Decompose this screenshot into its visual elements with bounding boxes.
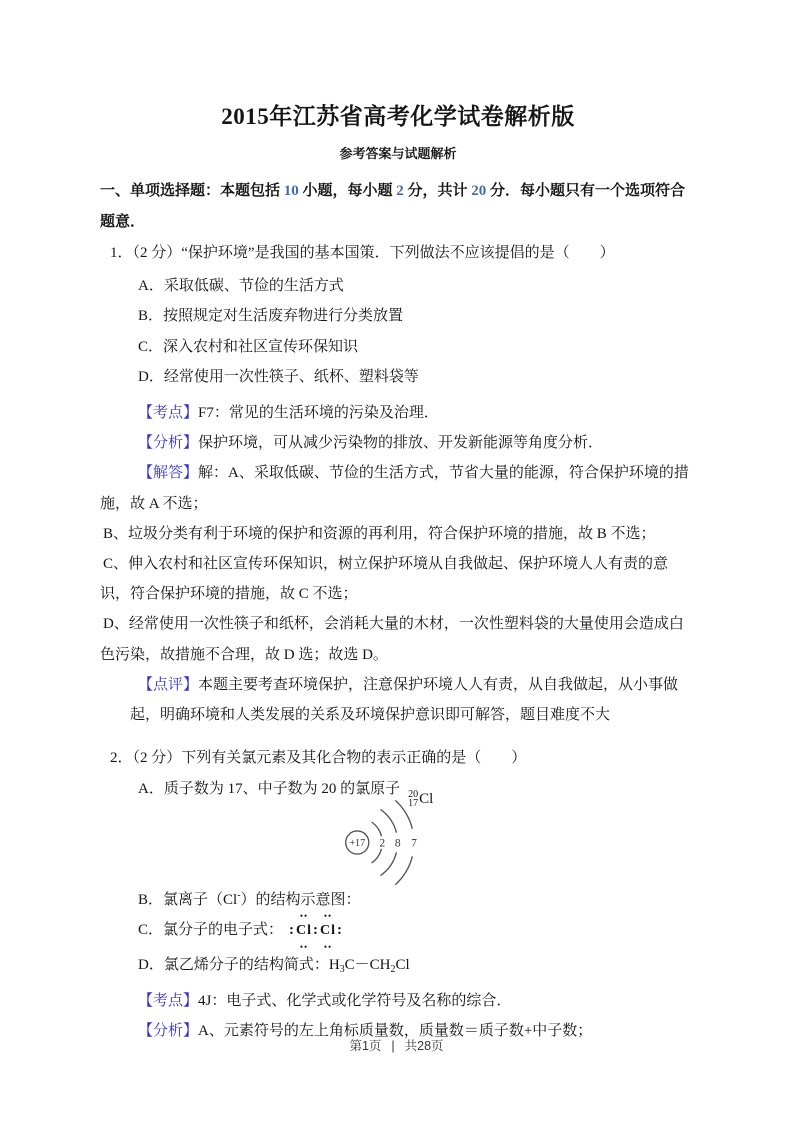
q1-jieda-b: B、垃圾分类有利于环境的保护和资源的再利用，符合保护环境的措施，故 B 不选； xyxy=(103,525,656,542)
kaodian-label: 【考点】 xyxy=(138,405,199,422)
dianping-label: 【点评】 xyxy=(138,676,199,693)
q1-fenxi xyxy=(100,428,696,458)
kaodian-label: 【考点】 xyxy=(138,993,199,1010)
lewis-lone-pair: : xyxy=(289,921,296,938)
document-subtitle: 参考答案与试题解析 xyxy=(339,146,457,161)
q2-kaodian xyxy=(100,986,696,1016)
dianping-text: 本题主要考查环境保护，注意保护环境人人有责，从自我做起，从小事做起，明确环境和人类发展的关系及环境保护意识即可解答，题目难度不大 xyxy=(130,676,679,724)
q2-option-d: D．氯乙烯分子的结构简式：$H_3C-CH_2Cl$ xyxy=(138,956,410,975)
shell2-arc-bottom xyxy=(380,852,396,875)
lewis-top-dots: •• xyxy=(323,910,333,921)
lewis-cl-atom xyxy=(319,910,337,952)
question-2-stem: 2．（2 分）下列有关氯元素及其化合物的表示正确的是（ ） xyxy=(110,750,527,767)
footer-separator: | xyxy=(391,1039,395,1053)
page-content xyxy=(100,101,696,1047)
shell3-arc-top xyxy=(395,800,412,828)
section-header: 一、单项选择题：本题包括 10 小题，每小题 2 分，共计 20 分．每小题只有一个选项符合题意． xyxy=(100,183,686,230)
shell2-arc-top xyxy=(380,809,396,832)
footer-page-number: 第1页 xyxy=(349,1039,382,1053)
isotope-proton-number: 17 xyxy=(408,798,419,810)
shell1-arc-bottom xyxy=(372,849,382,863)
nucleus-charge-label: +17 xyxy=(349,837,366,849)
q1-jieda xyxy=(100,458,696,518)
q1-option-b: B．按照规定对生活废弃物进行分类放置 xyxy=(138,308,404,325)
fenxi-text: 保护环境，可从减少污染物的排放、开发新能源等角度分析． xyxy=(198,435,604,452)
footer-total-pages: 共28页 xyxy=(404,1039,444,1053)
question-1-options xyxy=(100,271,696,392)
atom-structure-svg xyxy=(338,797,442,889)
q2-option-a-text: A．质子数为 17、中子数为 20 的氯原子 xyxy=(138,781,401,798)
question-1-stem: 1．（2 分）“保护环境”是我国的基本国策．下列做法不应该提倡的是（ ） xyxy=(110,245,615,261)
q2-option-c-text: C．氯分子的电子式： xyxy=(138,921,284,938)
q1-jieda-c: C、伸入农村和社区宣传环保知识，树立保护环境从自我做起、保护环境人人有责的意识，符合保护环境的措施，故 C 不选； xyxy=(100,556,669,603)
fenxi-label: 【分析】 xyxy=(138,1023,199,1040)
lewis-structure xyxy=(289,910,344,952)
page-footer xyxy=(0,1036,793,1054)
shell1-electron-count: 2 xyxy=(379,837,386,850)
atom-structure-diagram xyxy=(338,797,442,889)
fenxi-label: 【分析】 xyxy=(138,435,199,452)
lewis-bottom-dots: •• xyxy=(299,941,309,952)
q1-dianping xyxy=(130,670,696,730)
shell3-arc-bottom xyxy=(395,856,412,884)
q2-option-b: B．氯离子（Cl-）的结构示意图： xyxy=(138,889,361,908)
fenxi-text: A、元素符号的左上角标质量数，质量数＝质子数+中子数； xyxy=(198,1023,593,1040)
shell2-electron-count: 8 xyxy=(394,837,401,850)
q1-option-a: A．采取低碳、节俭的生活方式 xyxy=(138,278,344,295)
lewis-cl-symbol: Cl xyxy=(296,922,313,938)
q1-jieda-d: D、经常使用一次性筷子和纸杯，会消耗大量的木材，一次性塑料袋的大量使用会造成白色污染，故措施不合理，故 D 选；故选 D。 xyxy=(100,616,684,663)
q1-option-c: C．深入农村和社区宣传环保知识 xyxy=(138,338,359,355)
kaodian-text: F7：常见的生活环境的污染及治理． xyxy=(198,405,439,422)
jieda-label: 【解答】 xyxy=(138,465,199,482)
q1-option-d: D．经常使用一次性筷子、纸杯、塑料袋等 xyxy=(138,368,419,385)
lewis-bonding-pair: : xyxy=(313,921,320,938)
lewis-lone-pair: : xyxy=(337,921,344,938)
document-title: 2015年江苏省高考化学试卷解析版 xyxy=(221,104,575,129)
shell3-electron-count: 7 xyxy=(411,837,417,850)
shell1-arc-top xyxy=(372,822,382,836)
q1-kaodian xyxy=(100,398,696,428)
isotope-element-symbol: Cl xyxy=(419,791,434,808)
lewis-cl-symbol: Cl xyxy=(320,922,337,938)
lewis-bottom-dots: •• xyxy=(323,941,333,952)
kaodian-text: 4J：电子式、化学式或化学符号及名称的综合． xyxy=(198,993,512,1010)
isotope-mass-number: 20 xyxy=(408,789,419,801)
lewis-top-dots: •• xyxy=(299,910,309,921)
jieda-text: 解：A、采取低碳、节俭的生活方式，节省大量的能源，符合保护环境的措施，故 A 不选； xyxy=(100,465,689,512)
lewis-cl-atom xyxy=(295,910,313,952)
q2-option-c xyxy=(138,910,696,952)
